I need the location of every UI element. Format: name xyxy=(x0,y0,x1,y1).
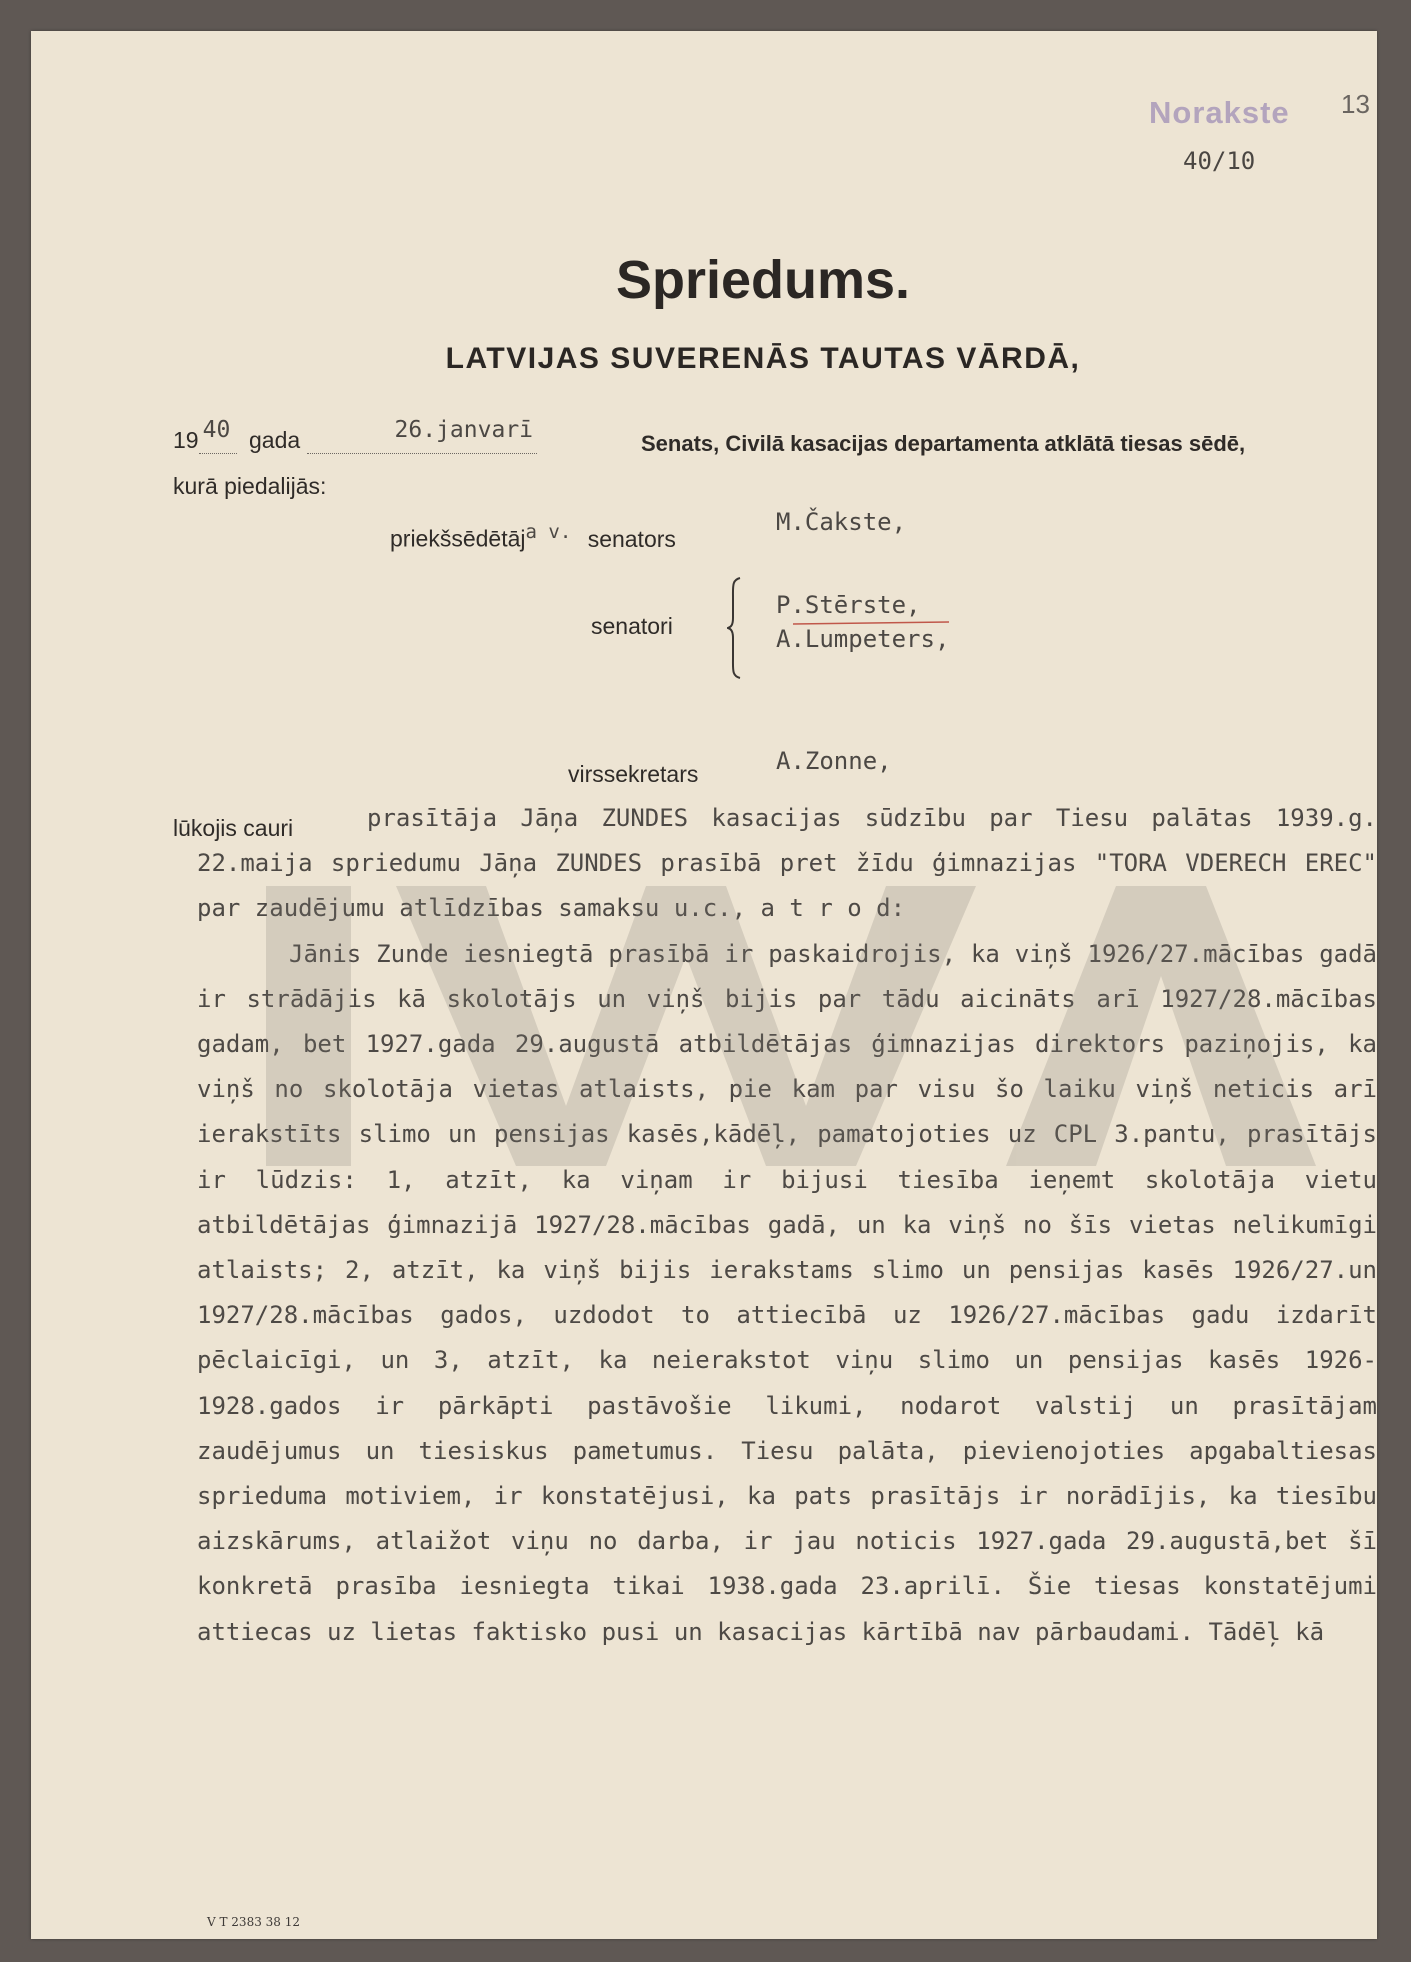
intro-label: lūkojis cauri xyxy=(173,815,294,841)
senator-1: P.Stērste, xyxy=(776,591,921,619)
judgment-body xyxy=(197,796,1377,1655)
print-code: V T 2383 38 12 xyxy=(207,1915,301,1929)
secretary-label: virssekretars xyxy=(568,761,699,787)
year-century: 19 xyxy=(173,427,199,453)
document-title: Spriedums. xyxy=(615,250,911,310)
senators-label: senatori xyxy=(591,613,673,639)
day-value: 26.janvarī xyxy=(394,417,534,443)
chair-line xyxy=(390,521,676,553)
main-paragraph: Jānis Zunde iesniegtā prasībā ir paskaidrojis, ka viņš 1926/27.mācības gadā ir strādājis kā skolotājs un viņš bijis par tādu aicināts arī 1927/28.mācības gadam, bet 1927.gada 29.augustā atbildētājas ģimnazijas direktors paziņojis, ka viņš no skolotāja vietas atlaists, pie kam par visu šo laiku viņš neticis arī ierakstīts slimo un pensijas kasēs,kādēļ, pamatojoties uz CPL 3.pantu, prasītājs ir lūdzis: 1, atzīt, ka viņam ir bijusi tiesība ieņemt skolotāja vietu atbildētājas ģimnazijā 1927/28.mācības gadā, un ka viņš no šīs vietas nelikumīgi atlaists; 2, atzīt, ka viņš bijis ierakstams slimo un pensijas kasēs 1926/27.un 1927/28.mācības gados, uzdodot to attiecībā uz 1926/27.mācības gadu izdarīt pēclaicīgi, un 3, atzīt, ka neierakstot viņu slimo un pensijas kasēs 1926-1928.gados ir pārkāpti pastāvošie likumi, nodarot valstij un prasītājam zaudējumus un tiesiskus pametumus. Tiesu palāta, pievienojoties apgabaltiesas sprieduma motiviem, ir konstatējusi, ka pats prasītājs ir norādījis, ka tiesību aizskārums, atlaižot viņu no darba, ir jau noticis 1927.gada 29.augustā,bet šī konkretā prasība iesniegta tikai 1938.gada 23.aprilī. Šie tiesas konstatējumi attiecas uz lietas faktisko pusi un kasacijas kārtībā nav pārbaudami. Tādēļ kā xyxy=(197,939,1377,1646)
chair-suffix: a v. xyxy=(525,521,572,543)
chair-label: priekšsēdētāj xyxy=(390,525,526,552)
document-page xyxy=(31,31,1377,1939)
reference-number: 40/10 xyxy=(1183,147,1256,175)
chair-role: senators xyxy=(587,525,676,552)
chair-name: M.Čakste, xyxy=(776,508,907,536)
year-field xyxy=(199,417,237,454)
date-line xyxy=(173,417,537,454)
gada-label: gada xyxy=(248,427,301,453)
brace-icon xyxy=(727,576,743,680)
norakste-stamp: Norakste xyxy=(1149,95,1290,130)
intro-text: prasītāja Jāņa ZUNDES kasacijas sūdzību par Tiesu palātas 1939.g. 22.maija spriedumu Jāņa ZUNDES prasībā pret žīdu ģimnazijas "TORA VDERECH EREC" par zaudējumu atlīdzības samaksu u.c., a t r o d: xyxy=(197,804,1377,923)
senator-2: A.Lumpeters, xyxy=(776,625,950,653)
attended-label: kurā piedalijās: xyxy=(173,473,327,499)
day-field xyxy=(307,417,537,454)
page-number-pencil: 13 xyxy=(1341,89,1370,119)
document-subtitle: LATVIJAS SUVERENĀS TAUTAS VĀRDĀ, xyxy=(445,342,1081,375)
secretary-name: A.Zonne, xyxy=(776,747,892,775)
year-value: 40 xyxy=(202,417,231,443)
court-name: Senats, Civilā kasacijas departamenta atklātā tiesas sēdē, xyxy=(641,431,1246,456)
